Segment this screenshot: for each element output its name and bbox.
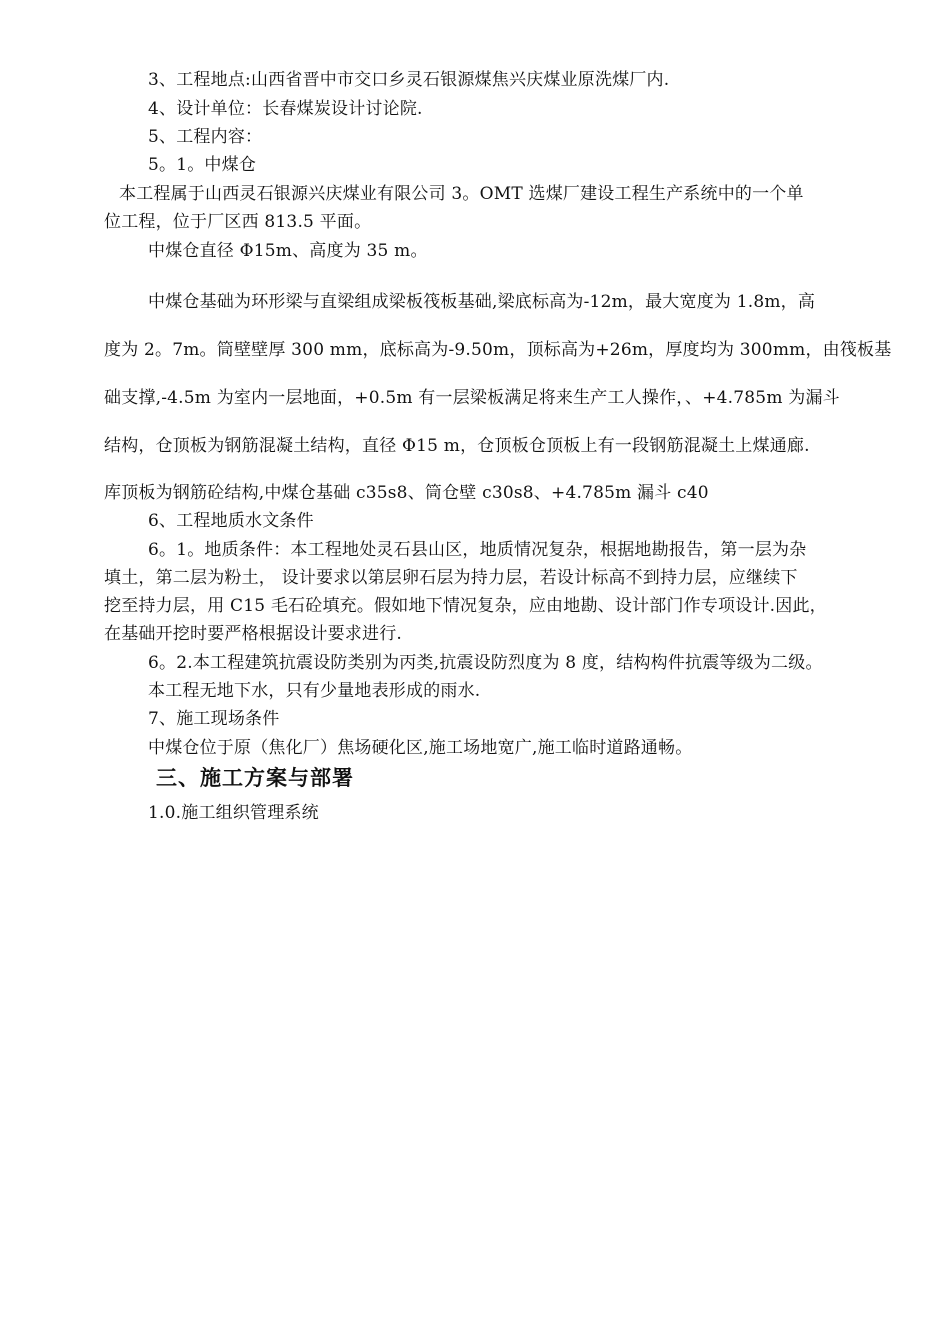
paragraph-line: 本工程属于山西灵石银源兴庆煤业有限公司 3。OMT 选煤厂建设工程生产系统中的一个单 <box>119 184 804 204</box>
section-7-heading: 7、施工现场条件 <box>148 709 280 729</box>
paragraph-line: 6。1。地质条件：本工程地处灵石县山区，地质情况复杂，根据地勘报告，第一层为杂 <box>148 540 807 560</box>
project-location: 3、工程地点:山西省晋中市交口乡灵石银源煤焦兴庆煤业原洗煤厂内. <box>148 70 670 90</box>
paragraph-line: 本工程无地下水，只有少量地表形成的雨水. <box>148 681 481 701</box>
project-content-heading: 5、工程内容： <box>148 127 263 147</box>
paragraph-line: 中煤仓直径 Φ15m、高度为 35 m。 <box>148 241 428 261</box>
chapter-3-heading: 三、施工方案与部署 <box>156 766 354 790</box>
paragraph-line: 位工程，位于厂区西 813.5 平面。 <box>104 212 372 232</box>
paragraph-line: 6。2.本工程建筑抗震设防类别为丙类,抗震设防烈度为 8 度，结构构件抗震等级为二级。 <box>148 653 823 673</box>
paragraph-line: 结构，仓顶板为钢筋混凝土结构，直径 Φ15 m，仓顶板仓顶板上有一段钢筋混凝土上煤通廊. <box>104 436 810 456</box>
paragraph-line: 挖至持力层，用 C15 毛石砼填充。假如地下情况复杂，应由地勘、设计部门作专项设计.因此， <box>104 596 827 616</box>
paragraph-line: 中煤仓位于原（焦化厂）焦场硬化区,施工场地宽广,施工临时道路通畅。 <box>148 738 693 758</box>
design-unit: 4、设计单位：长春煤炭设计讨论院. <box>148 99 423 119</box>
paragraph-line: 库顶板为钢筋砼结构,中煤仓基础 c35s8、筒仓壁 c30s8、+4.785m 漏斗 c40 <box>104 483 709 503</box>
section-6-heading: 6、工程地质水文条件 <box>148 511 314 531</box>
paragraph-line: 中煤仓基础为环形梁与直梁组成梁板筏板基础,梁底标高为-12m，最大宽度为 1.8m，高 <box>148 292 816 312</box>
paragraph-line: 础支撑,-4.5m 为室内一层地面，+0.5m 有一层梁板满足将来生产工人操作，、+4.785m 为漏斗 <box>104 388 840 408</box>
paragraph-line: 在基础开挖时要严格根据设计要求进行. <box>104 624 403 644</box>
paragraph-line: 度为 2。7m。筒壁壁厚 300 mm，底标高为-9.50m，顶标高为+26m，厚度均为 300mm，由筏板基 <box>104 340 892 360</box>
section-5-1-heading: 5。1。中煤仓 <box>148 155 257 175</box>
paragraph-line: 填土，第二层为粉土， 设计要求以第层卵石层为持力层，若设计标高不到持力层，应继续下 <box>104 568 798 588</box>
subsection-heading: 1.0.施工组织管理系统 <box>148 803 319 823</box>
